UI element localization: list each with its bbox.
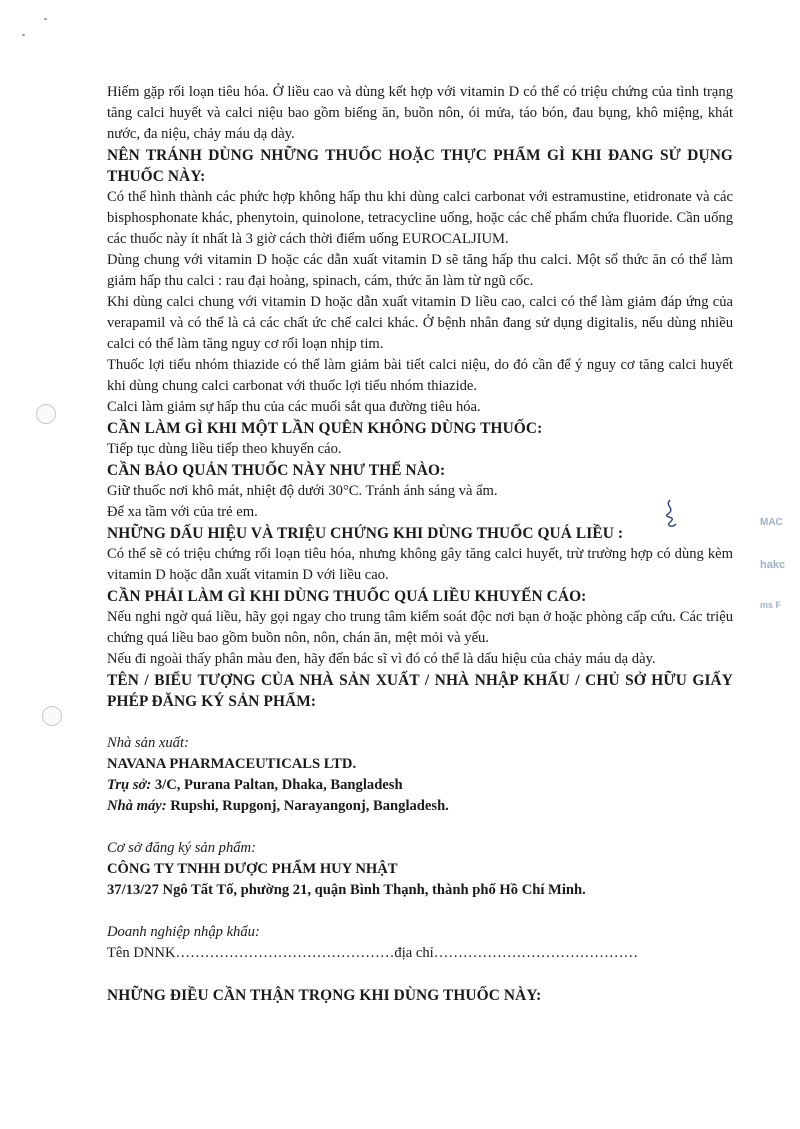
importer-line <box>107 943 733 964</box>
overdose-action-heading: CẦN PHẢI LÀM GÌ KHI DÙNG THUỐC QUÁ LIỀU KHUYẾN CÁO: <box>107 588 587 605</box>
factory-label: Nhà máy: <box>107 798 167 814</box>
scan-speck <box>22 34 25 36</box>
punch-hole <box>42 706 62 726</box>
storage-paragraph: Để xa tầm với của trẻ em. <box>107 504 258 520</box>
spacer <box>107 964 733 985</box>
side-effects-paragraph: Hiếm gặp rối loạn tiêu hóa. Ở liều cao và dùng kết hợp với vitamin D có thể có triệu chứng của tình trạng tăng calci huyết và calci niệu bao gồm biếng ăn, buồn nôn, ói mửa, táo bón, đau bụng, khô miệng, khát nước, đa niệu, chảy máu dạ dày. <box>107 84 733 142</box>
importer-label: Doanh nghiệp nhập khẩu: <box>107 924 260 940</box>
edge-stamp-text-3: ms F <box>760 600 782 610</box>
registrant-name: CÔNG TY TNHH DƯỢC PHẨM HUY NHẬT <box>107 861 398 877</box>
edge-stamp-text-2: hakc <box>760 559 786 571</box>
overdose-action-paragraph: Nếu đi ngoài thấy phân màu đen, hãy đến bác sĩ vì đó có thể là dấu hiệu của chảy máu dạ dày. <box>107 651 656 667</box>
scan-speck <box>44 18 47 20</box>
importer-name-label: Tên DNNK <box>107 945 176 961</box>
interactions-paragraph: Khi dùng calci chung với vitamin D hoặc dẫn xuất vitamin D liều cao, calci có thể làm giảm đáp ứng của verapamil và có thể là cả các chất ức chế calci khác. Ở bệnh nhân đang sử dụng digitalis, nếu dùng nhiều calci có thể làm tăng nguy cơ rối loạn nhịp tim. <box>107 294 733 352</box>
office-label: Trụ sở: <box>107 777 152 793</box>
interactions-paragraph: Dùng chung với vitamin D hoặc các dẫn xuất vitamin D sẽ tăng hấp thu calci. Một số thức ăn có thể làm giảm hấp thu calci : rau đại hoàng, spinach, cám, thức ăn làm từ ngũ cốc. <box>107 252 733 289</box>
importer-address-blank: …………………………………… <box>433 945 639 961</box>
interactions-heading: NÊN TRÁNH DÙNG NHỮNG THUỐC HOẶC THỰC PHẨM GÌ KHI ĐANG SỬ DỤNG THUỐC NÀY: <box>107 147 733 185</box>
importer-address-label: địa chỉ <box>394 945 434 961</box>
spacer <box>107 817 733 838</box>
spacer <box>107 712 733 733</box>
registrant-address: 37/13/27 Ngô Tất Tố, phường 21, quận Bình Thạnh, thành phố Hồ Chí Minh. <box>107 882 586 898</box>
overdose-action-paragraph: Nếu nghi ngờ quá liều, hãy gọi ngay cho trung tâm kiểm soát độc nơi bạn ở hoặc phòng cấp cứu. Các triệu chứng quá liều bao gồm buồn nôn, nôn, chán ăn, mệt mỏi và yếu. <box>107 609 733 646</box>
punch-hole <box>36 404 56 424</box>
overdose-signs-paragraph: Có thể sẽ có triệu chứng rối loạn tiêu hóa, nhưng không gây tăng calci huyết, trừ trường hợp có dùng kèm vitamin D hoặc dẫn xuất vitamin D với liều cao. <box>107 546 733 583</box>
office-value: 3/C, Purana Paltan, Dhaka, Bangladesh <box>154 777 403 793</box>
edge-stamp-text-1: MAC <box>760 517 783 528</box>
missed-dose-heading: CẦN LÀM GÌ KHI MỘT LẦN QUÊN KHÔNG DÙNG THUỐC: <box>107 420 543 437</box>
interactions-paragraph: Có thể hình thành các phức hợp không hấp thu khi dùng calci carbonat với estramustine, etidronate và các bisphosphonate khác, phenytoin, quinolone, tetracycline uống, hoặc các chế phẩm chứa fluoride. Cần uống các thuốc này ít nhất là 3 giờ cách thời điểm uống EUROCALJIUM. <box>107 189 733 247</box>
manufacturer-name: NAVANA PHARMACEUTICALS LTD. <box>107 756 357 772</box>
storage-paragraph: Giữ thuốc nơi khô mát, nhiệt độ dưới 30°C. Tránh ánh sáng và ẩm. <box>107 483 498 499</box>
manufacturer-heading: TÊN / BIỂU TƯỢNG CỦA NHÀ SẢN XUẤT / NHÀ NHẬP KHẨU / CHỦ SỞ HỮU GIẤY PHÉP ĐĂNG KÝ SẢN PHẨM: <box>107 672 733 710</box>
factory-value: Rupshi, Rupgonj, Narayangonj, Bangladesh. <box>170 798 449 814</box>
interactions-paragraph: Calci làm giảm sự hấp thu của các muối sắt qua đường tiêu hóa. <box>107 399 481 415</box>
manufacturer-label: Nhà sản xuất: <box>107 735 189 751</box>
leaflet-page <box>107 82 733 1006</box>
cautions-heading: NHỮNG ĐIỀU CẦN THẬN TRỌNG KHI DÙNG THUỐC NÀY: <box>107 987 542 1004</box>
missed-dose-paragraph: Tiếp tục dùng liều tiếp theo khuyến cáo. <box>107 441 342 457</box>
spacer <box>107 901 733 922</box>
registrant-label: Cơ sở đăng ký sản phẩm: <box>107 840 256 856</box>
interactions-paragraph: Thuốc lợi tiểu nhóm thiazide có thể làm giảm bài tiết calci niệu, do đó cần để ý nguy cơ tăng calci huyết khi dùng chung calci carbonat với thuốc lợi tiểu nhóm thiazide. <box>107 357 733 394</box>
factory-line <box>107 796 733 817</box>
office-line <box>107 775 733 796</box>
storage-heading: CẦN BẢO QUẢN THUỐC NÀY NHƯ THẾ NÀO: <box>107 462 446 479</box>
importer-name-blank: ……………………………………… <box>175 945 395 961</box>
overdose-signs-heading: NHỮNG DẤU HIỆU VÀ TRIỆU CHỨNG KHI DÙNG THUỐC QUÁ LIỀU : <box>107 525 624 542</box>
